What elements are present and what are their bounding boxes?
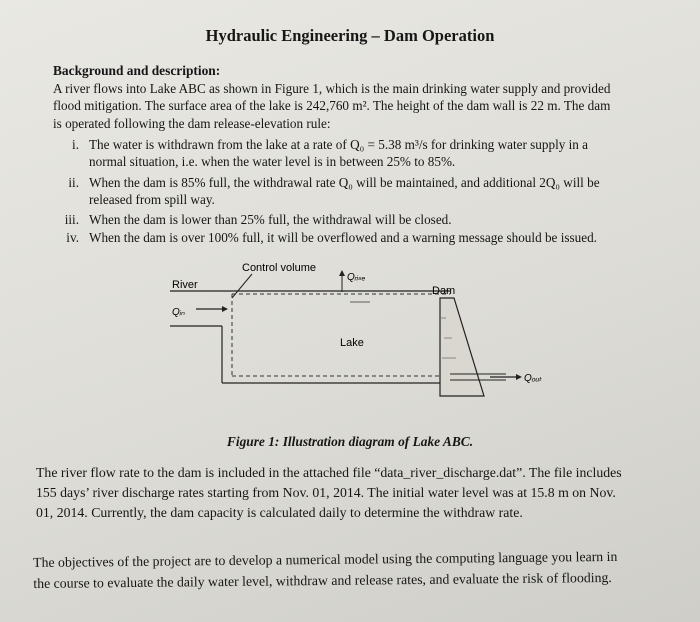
lake-diagram (150, 258, 570, 408)
background-line: flood mitigation. The surface area of the lake is 242,760 m². The height of the dam wall is 22 m. The dam (53, 98, 611, 114)
objectives-paragraph (33, 545, 673, 594)
dam-label: Dam (432, 285, 456, 297)
q-out-arrowhead (516, 374, 522, 380)
rule-line: When the dam is 85% full, the withdrawal rate Q₀ will be maintained, and additional 2Q₀ will be (89, 175, 600, 190)
q-out-label: Qₒᵤₜ (524, 373, 543, 384)
background-paragraph (53, 80, 653, 132)
rule-line: The water is withdrawn from the lake at a rate of Q₀ = 5.38 m³/s for drinking water supply in a (89, 137, 589, 152)
background-line: is operated following the dam release-elevation rule: (53, 115, 331, 131)
rule-text (89, 136, 588, 171)
paragraph-line: The river flow rate to the dam is included in the attached file “data_river_discharge.dat”. The file includes (36, 465, 622, 480)
paragraph-line: The objectives of the project are to develop a numerical model using the computing language you learn in (33, 548, 618, 570)
rule-number: i. (72, 137, 79, 152)
background-heading: Background and description: (53, 63, 221, 78)
paragraph-line: the course to evaluate the daily water level, withdraw and release rates, and evaluate the risk of flooding. (33, 569, 612, 591)
rule-line: When the dam is over 100% full, it will be overflowed and a warning message should be issued. (89, 230, 597, 245)
control-volume-label: Control volume (242, 262, 316, 274)
dam-wall (440, 298, 484, 396)
q-rise-label: Qᵣᵢₛₑ (347, 272, 366, 283)
rule-line: normal situation, i.e. when the water level is in between 25% to 85%. (89, 154, 456, 170)
paragraph-line: 155 days’ river discharge rates starting from Nov. 01, 2014. The initial water level was at 15.8 m on Nov. (36, 485, 616, 500)
q-in-arrowhead (222, 306, 228, 312)
paragraph-line: 01, 2014. Currently, the dam capacity is calculated daily to determine the withdraw rate. (36, 505, 523, 520)
lake-label: Lake (340, 337, 364, 349)
data-file-paragraph (36, 463, 666, 523)
rule-number: iv. (66, 230, 79, 245)
rule-number: iii. (64, 212, 79, 227)
page-title: Hydraulic Engineering – Dam Operation (205, 26, 495, 45)
rule-text (89, 211, 452, 228)
rule-line: When the dam is lower than 25% full, the withdrawal will be closed. (89, 212, 452, 227)
q-in-label: Qᵢₙ (172, 307, 186, 318)
rule-text (89, 174, 600, 209)
rule-text (89, 229, 597, 246)
rule-number: ii. (68, 175, 79, 190)
background-line: A river flows into Lake ABC as shown in Figure 1, which is the main drinking water supply and provided (53, 81, 611, 96)
rule-line: released from spill way. (89, 192, 215, 208)
q-rise-arrowhead (339, 270, 345, 276)
river-label: River (172, 279, 198, 291)
figure-caption: Figure 1: Illustration diagram of Lake ABC. (226, 434, 474, 449)
